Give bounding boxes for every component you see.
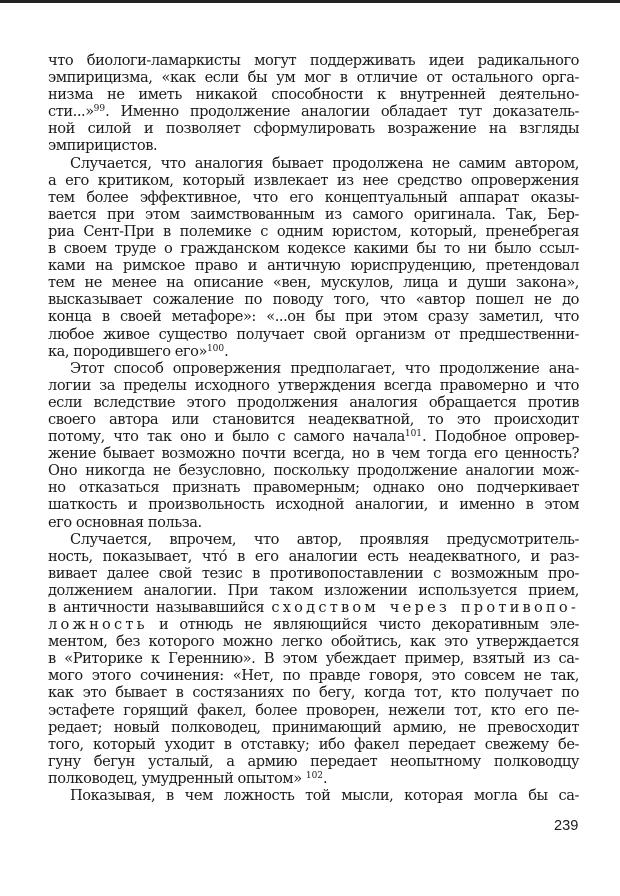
text-segment: Оно никогда не безусловно, поскольку продолжение аналогии мож- xyxy=(48,462,579,480)
text-line xyxy=(48,616,579,633)
text-line xyxy=(48,667,579,684)
text-segment: в своем труде о гражданском кодексе какими бы то ни было ссыл- xyxy=(48,240,579,258)
text-line xyxy=(48,274,579,291)
text-segment: в античности называвшийся xyxy=(48,599,272,616)
text-segment: своего автора или становится неадекватной, то это происходит xyxy=(48,410,579,428)
text-segment: . xyxy=(224,342,229,360)
text-segment: вается при этом заимствованным из самого оригинала. Так, Бер- xyxy=(48,205,579,223)
text-segment: если вследствие этого продолжения аналогия обращается против xyxy=(48,393,579,411)
text-line xyxy=(48,172,579,189)
text-segment: жение бывает возможно почти всегда, но в чем тогда его ценность? xyxy=(48,445,579,463)
text-line xyxy=(48,69,579,86)
footnote-reference: 101 xyxy=(404,429,423,440)
text-segment: мого этого сочинения: «Нет, по правде говоря, это совсем не так, xyxy=(48,667,579,685)
text-segment: гуну бегун усталый, а армию передает неопытному полководцу xyxy=(48,752,579,770)
text-segment: любое живое существо получает свой организм от предшественни- xyxy=(48,325,579,343)
footnote-reference: 100 xyxy=(206,343,225,354)
text-line xyxy=(48,240,579,257)
text-line xyxy=(48,770,579,787)
text-line xyxy=(48,719,579,736)
text-line xyxy=(48,52,579,69)
text-segment: . Именно продолжение аналогии обладает тут доказатель- xyxy=(105,103,579,121)
text-line xyxy=(48,360,579,377)
text-line xyxy=(48,445,579,462)
text-line xyxy=(48,394,579,411)
text-line xyxy=(48,137,579,154)
text-line xyxy=(48,291,579,308)
text-segment: низма не иметь никакой способности к внутренней деятельно- xyxy=(48,86,579,104)
text-segment: полководец, умудренный опытом» xyxy=(48,769,306,787)
text-segment: ками на римское право и античную юриспруденцию, претендовал xyxy=(48,257,579,275)
emphasized-spaced-text: сходством через противопо- xyxy=(271,599,579,616)
text-line xyxy=(48,308,579,325)
text-segment: Показывая, в чем ложность той мысли, которая могла бы са- xyxy=(70,787,579,805)
text-line xyxy=(48,411,579,428)
text-segment: и отнюдь не являющийся чисто декоративным эле- xyxy=(147,616,579,634)
text-segment: его основная польза. xyxy=(48,513,202,531)
text-segment: Случается, впрочем, что автор, проявляя предусмотритель- xyxy=(70,530,579,548)
text-line xyxy=(48,599,579,616)
text-segment: в «Риторике к Гереннию». В этом убеждает пример, взятый из са- xyxy=(48,650,579,668)
text-line xyxy=(48,343,579,360)
text-line xyxy=(48,257,579,274)
text-segment: ка, породившего его» xyxy=(48,342,207,360)
text-line xyxy=(48,189,579,206)
text-segment: риа Сент-При в полемике с одним юристом, который, пренебрегая xyxy=(48,222,579,240)
text-segment: но отказаться признать правомерным; однако оно подчеркивает xyxy=(48,479,579,497)
text-segment: ной силой и позволяет сформулировать возражение на взгляды xyxy=(48,120,579,138)
text-segment: как это бывает в состязаниях по бегу, когда тот, кто получает по xyxy=(48,684,579,702)
text-segment: а его критиком, который извлекает из нее средство опровержения xyxy=(48,171,579,189)
text-segment: тем не менее на описание «вен, мускулов, лица и души закона», xyxy=(48,274,579,292)
text-segment: потому, что так оно и было с самого начала xyxy=(48,428,405,446)
text-line xyxy=(48,496,579,513)
text-line xyxy=(48,103,579,120)
emphasized-spaced-text: ложность xyxy=(48,616,148,634)
text-line xyxy=(48,120,579,137)
text-line xyxy=(48,428,579,445)
text-segment: . Подобное опровер- xyxy=(422,428,579,446)
text-segment: высказывает сожаление по поводу того, что «автор пошел не до xyxy=(48,291,579,309)
text-line xyxy=(48,531,579,548)
text-segment: эстафете горящий факел, более проворен, нежели тот, кто его пе- xyxy=(48,701,579,719)
page-number: 239 xyxy=(554,818,579,834)
text-line xyxy=(48,753,579,770)
text-segment: Случается, что аналогия бывает продолжена не самим автором, xyxy=(70,154,579,172)
text-segment: ность, показывает, что́ в его аналогии есть неадекватного, и раз- xyxy=(48,547,579,565)
text-line xyxy=(48,565,579,582)
text-line xyxy=(48,787,579,804)
text-segment: Этот способ опровержения предполагает, что продолжение ана- xyxy=(70,359,579,377)
text-line xyxy=(48,206,579,223)
text-line xyxy=(48,223,579,240)
text-segment: редает; новый полководец, принимающий армию, не превосходит xyxy=(48,718,579,736)
text-segment: должением аналогии. При таком изложении используется прием, xyxy=(48,581,579,599)
scan-top-border xyxy=(0,0,620,3)
text-segment: конца в своей метафоре»: «...он бы при этом сразу заметил, что xyxy=(48,308,579,326)
text-line xyxy=(48,479,579,496)
footnote-reference: 102 xyxy=(305,770,324,781)
text-line xyxy=(48,86,579,103)
text-segment: того, который уходит в отставку; ибо факел передает свежему бе- xyxy=(48,735,579,753)
text-segment: тем более эффективное, что его концептуальный аппарат оказы- xyxy=(48,188,579,206)
text-line xyxy=(48,155,579,172)
text-line xyxy=(48,377,579,394)
text-segment: ментом, без которого можно легко обойтись, как это утверждается xyxy=(48,633,579,651)
text-segment: эмпирицистов. xyxy=(48,137,158,155)
book-page-text xyxy=(48,52,579,804)
text-segment: что биологи-ламаркисты могут поддерживать идеи радикального xyxy=(48,52,579,69)
text-segment: шаткость и произвольность исходной аналогии, и именно в этом xyxy=(48,496,579,514)
text-line xyxy=(48,548,579,565)
text-line xyxy=(48,702,579,719)
text-segment: вивает далее свой тезис в противопоставлении с возможным про- xyxy=(48,564,579,582)
text-line xyxy=(48,684,579,701)
text-line xyxy=(48,462,579,479)
text-line xyxy=(48,582,579,599)
text-line xyxy=(48,650,579,667)
text-line xyxy=(48,326,579,343)
footnote-reference: 99 xyxy=(93,104,106,115)
text-segment: . xyxy=(323,769,328,787)
text-line xyxy=(48,633,579,650)
text-segment: логии за пределы исходного утверждения всегда правомерно и что xyxy=(48,376,579,394)
text-segment: эмпирицизма, «как если бы ум мог в отличие от остального орга- xyxy=(48,69,579,87)
text-segment: сти...» xyxy=(48,103,94,121)
text-line xyxy=(48,736,579,753)
text-line xyxy=(48,514,579,531)
